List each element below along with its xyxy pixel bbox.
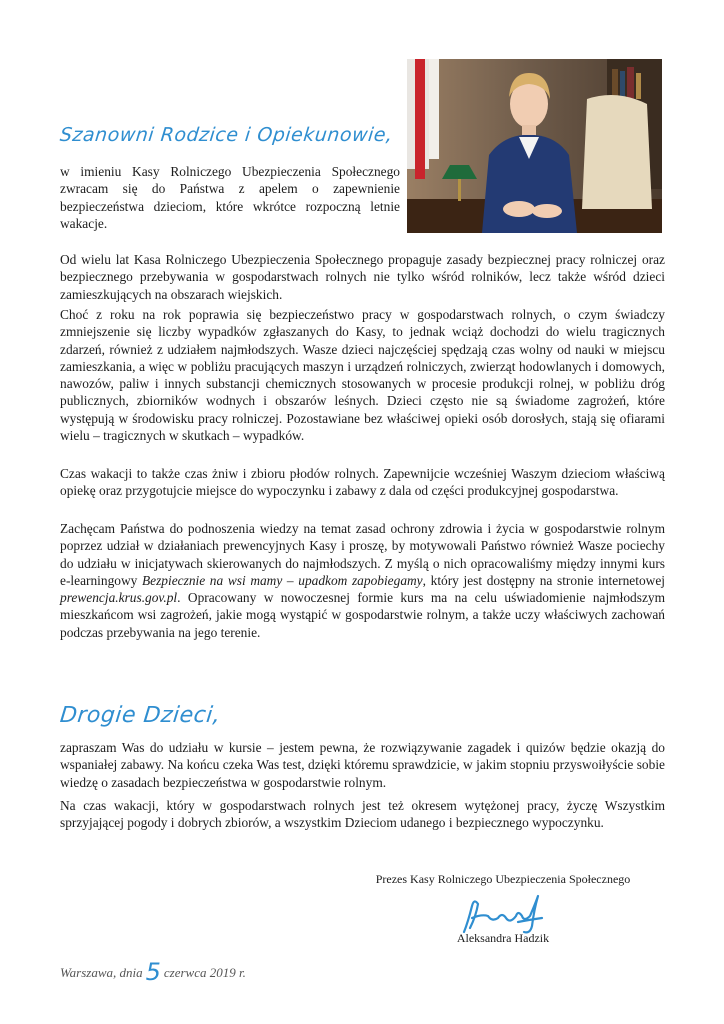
portrait-photo [407,59,662,233]
date-day-handwritten: 5 [145,958,161,986]
website-link[interactable]: prewencja.krus.gov.pl [60,590,178,606]
paragraph-krus-mission: Od wielu lat Kasa Rolniczego Ubezpieczenia Społecznego propaguje zasady bezpiecznej pracy rolniczej oraz bezpiecznego przebywania w gospodarstwach rolnych nie tylko wśród rolników, lecz także wśród dzieci zamieszkujących na obszarach wiejskich. [60,252,665,302]
greeting-parents: Szanowni Rodzice i Opiekunowie, [58,124,394,146]
signatory-name: Aleksandra Hadzik [456,931,550,945]
paragraph-elearning-text-3: . Opracowany w nowoczesnej formie kurs ma na celu uświadomienie najmłodszym mieszkańcom wsi zagrożeń, jakie mogą wystąpić w gospodarstwie rolnym, a także uczy właściwych zachowań podczas przebywania na jego terenie. [60,590,665,640]
paragraph-invitation: zapraszam Was do udziału w kursie – jestem pewna, że rozwiązywanie zagadek i quizów będzie okazją do wspaniałej zabawy. Na końcu czeka Was test, dzięki któremu sprawdzicie, w jakim stopniu przyswoiłyście sobie wiedzę o zasadach bezpieczeństwa w gospodarstwie rolnym. [60,740,665,790]
signatory-title: Prezes Kasy Rolniczego Ubezpieczenia Społecznego [375,872,631,886]
paragraph-safety-risks: Choć z roku na rok poprawia się bezpieczeństwo pracy w gospodarstwach rolnych, o czym świadczy zmniejszenie się liczby wypadków zgłaszanych do Kasy, to jednak wciąż dochodzi do wielu tragicznych zdarzeń, również z udziałem najmłodszych. Wasze dzieci najczęściej spędzają czas wolny od nauki w miejscu zamieszkania, a więc w pobliżu pracujących maszyn i urządzeń rolniczych, zwierząt hodowlanych i domowych, nawozów, paliw i innych substancji chemicznych stosowanych w procesie produkcji rolnej, w pobliżu dróg publicznych, zbiorników wodnych i obszarów leśnych. Dzieci często nie są świadome zagrożeń, które występują w środowisku pracy rolniczej. Pozostawiane bez właściwej opieki osób dorosłych, stają się ofiarami wielu – tragicznych w skutkach – wypadków. [60,307,665,444]
greeting-children: Drogie Dzieci, [58,703,222,728]
date-prefix: Warszawa, dnia [60,965,143,980]
course-name: Bezpiecznie na wsi mamy – upadkom zapobiegamy [141,572,423,588]
place-and-date [60,955,246,986]
paragraph-elearning-text-2: , który jest dostępny na stronie internetowej [422,572,665,588]
paragraph-harvest-time: Czas wakacji to także czas żniw i zbioru płodów rolnych. Zapewnijcie wcześniej Waszym dzieciom właściwą opiekę oraz przygotujcie miejsce do wypoczynku i zabawy z dala od części produkcyjnej gospodarstwa. [60,466,665,499]
paragraph-intro: w imieniu Kasy Rolniczego Ubezpieczenia Społecznego zwracam się do Państwa z apelem o zapewnienie bezpieczeństwa dzieciom, które wkrótce rozpoczną letnie wakacje. [60,164,400,231]
date-suffix: czerwca 2019 r. [163,965,246,980]
paragraph-wishes: Na czas wakacji, który w gospodarstwach rolnych jest też okresem wytężonej pracy, życzę Wszystkim sprzyjającej pogody i dobrych zbiorów, a wszystkim Dzieciom udanego i bezpiecznego wypoczynku. [60,798,665,831]
paragraph-elearning-course [60,520,665,641]
paragraph-elearning-text-1: Zachęcam Państwa do podnoszenia wiedzy na temat zasad ochrony zdrowia i życia w gospodarstwie rolnym poprzez udział w działaniach prewencyjnych Kasy i proszę, by motywowali Państwo również Wasze pociechy do udziału w inicjatywach skierowanych do najmłodszych. Z myślą o nich opracowaliśmy między innymi kurs e-learningowy [60,521,665,588]
handwritten-signature [458,892,554,936]
